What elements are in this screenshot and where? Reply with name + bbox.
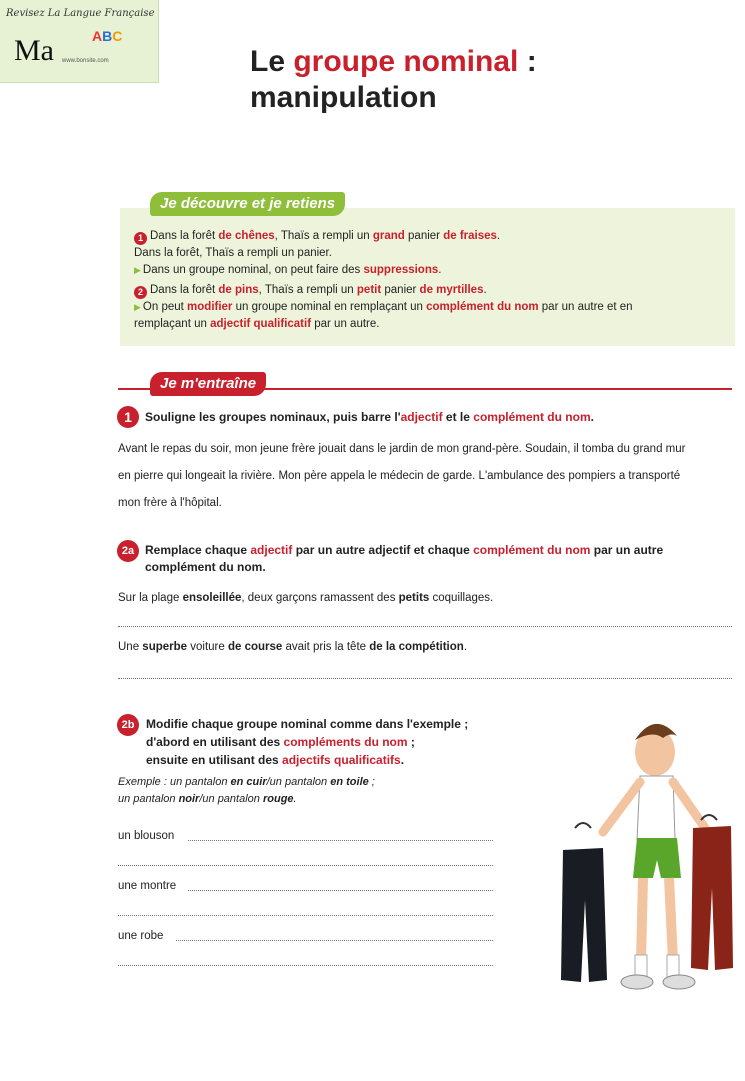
example-line-2: un pantalon noir/un pantalon rouge. [118, 793, 297, 805]
answer-line[interactable] [118, 626, 732, 627]
rule-line-5: ▶ On peut modifier un groupe nominal en remplaçant un complément du nom par un autre et en [134, 301, 633, 313]
rule-line-1: 1 Dans la forêt de chênes, Thaïs a rempli un grand panier de fraises. [134, 229, 500, 245]
answer-line[interactable] [176, 940, 493, 941]
section-tag-decouvre: Je découvre et je retiens [150, 192, 345, 216]
exercise-1-instruction: Souligne les groupes nominaux, puis barre l'adjectif et le complément du nom. [145, 410, 594, 424]
exercise-1-line-3: mon frère à l'hôpital. [118, 497, 222, 509]
exercise-1-line-2: en pierre qui longeait la rivière. Mon père appela le médecin de garde. L'ambulance des pompiers a transporté [118, 470, 681, 482]
logo-tagline: Revisez La Langue Française [6, 8, 155, 19]
triangle-bullet-icon: ▶ [134, 302, 141, 312]
example-line-1: Exemple : un pantalon en cuir/un pantalon en toile ; [118, 776, 375, 788]
exercise-2b-instruction-3: ensuite en utilisant des adjectifs qualificatifs. [146, 753, 405, 767]
rule-line-6: remplaçant un adjectif qualificatif par un autre. [134, 318, 380, 330]
exercise-number-2a: 2a [117, 540, 139, 562]
exercise-2a-instruction-2: complément du nom. [145, 560, 266, 574]
triangle-bullet-icon: ▶ [134, 265, 141, 275]
exercise-number-2b: 2b [117, 714, 139, 736]
exercise-2a-instruction-1: Remplace chaque adjectif par un autre adjectif et chaque complément du nom par un autre [145, 543, 664, 557]
item-label-1: un blouson [118, 830, 175, 842]
logo-brand: Ma [14, 34, 54, 67]
exercise-2b-instruction-2: d'abord en utilisant des compléments du nom ; [146, 735, 415, 749]
page-title: Le groupe nominal : manipulation [250, 45, 537, 114]
exercise-2a-sentence-1: Sur la plage ensoleillée, deux garçons ramassent des petits coquillages. [118, 592, 494, 604]
answer-line[interactable] [188, 890, 493, 891]
exercise-2b-instruction-1: Modifie chaque groupe nominal comme dans l'exemple ; [146, 717, 469, 731]
answer-line[interactable] [118, 678, 732, 679]
exercise-2a-sentence-2: Une superbe voiture de course avait pris la tête de la compétition. [118, 641, 468, 653]
rule-line-4: 2 Dans la forêt de pins, Thaïs a rempli un petit panier de myrtilles. [134, 283, 487, 299]
exercise-1-line-1: Avant le repas du soir, mon jeune frère jouait dans le jardin de mon grand-père. Soudain, il tomba du grand mur [118, 443, 686, 455]
site-logo [0, 0, 159, 83]
boy-with-trousers-illustration [545, 710, 735, 1010]
logo-abc: ABC [92, 28, 123, 44]
answer-line[interactable] [118, 915, 493, 916]
section-tag-entraine: Je m'entraîne [150, 372, 266, 396]
logo-sub: www.bonsite.com [62, 58, 109, 64]
rule-line-3: ▶ Dans un groupe nominal, on peut faire des suppressions. [134, 264, 442, 276]
answer-line[interactable] [118, 865, 493, 866]
item-label-3: une robe [118, 930, 164, 942]
answer-line[interactable] [118, 965, 493, 966]
rule-line-2: Dans la forêt, Thaïs a rempli un panier. [134, 247, 332, 259]
exercise-number-1: 1 [117, 406, 139, 428]
item-label-2: une montre [118, 880, 177, 892]
answer-line[interactable] [188, 840, 493, 841]
